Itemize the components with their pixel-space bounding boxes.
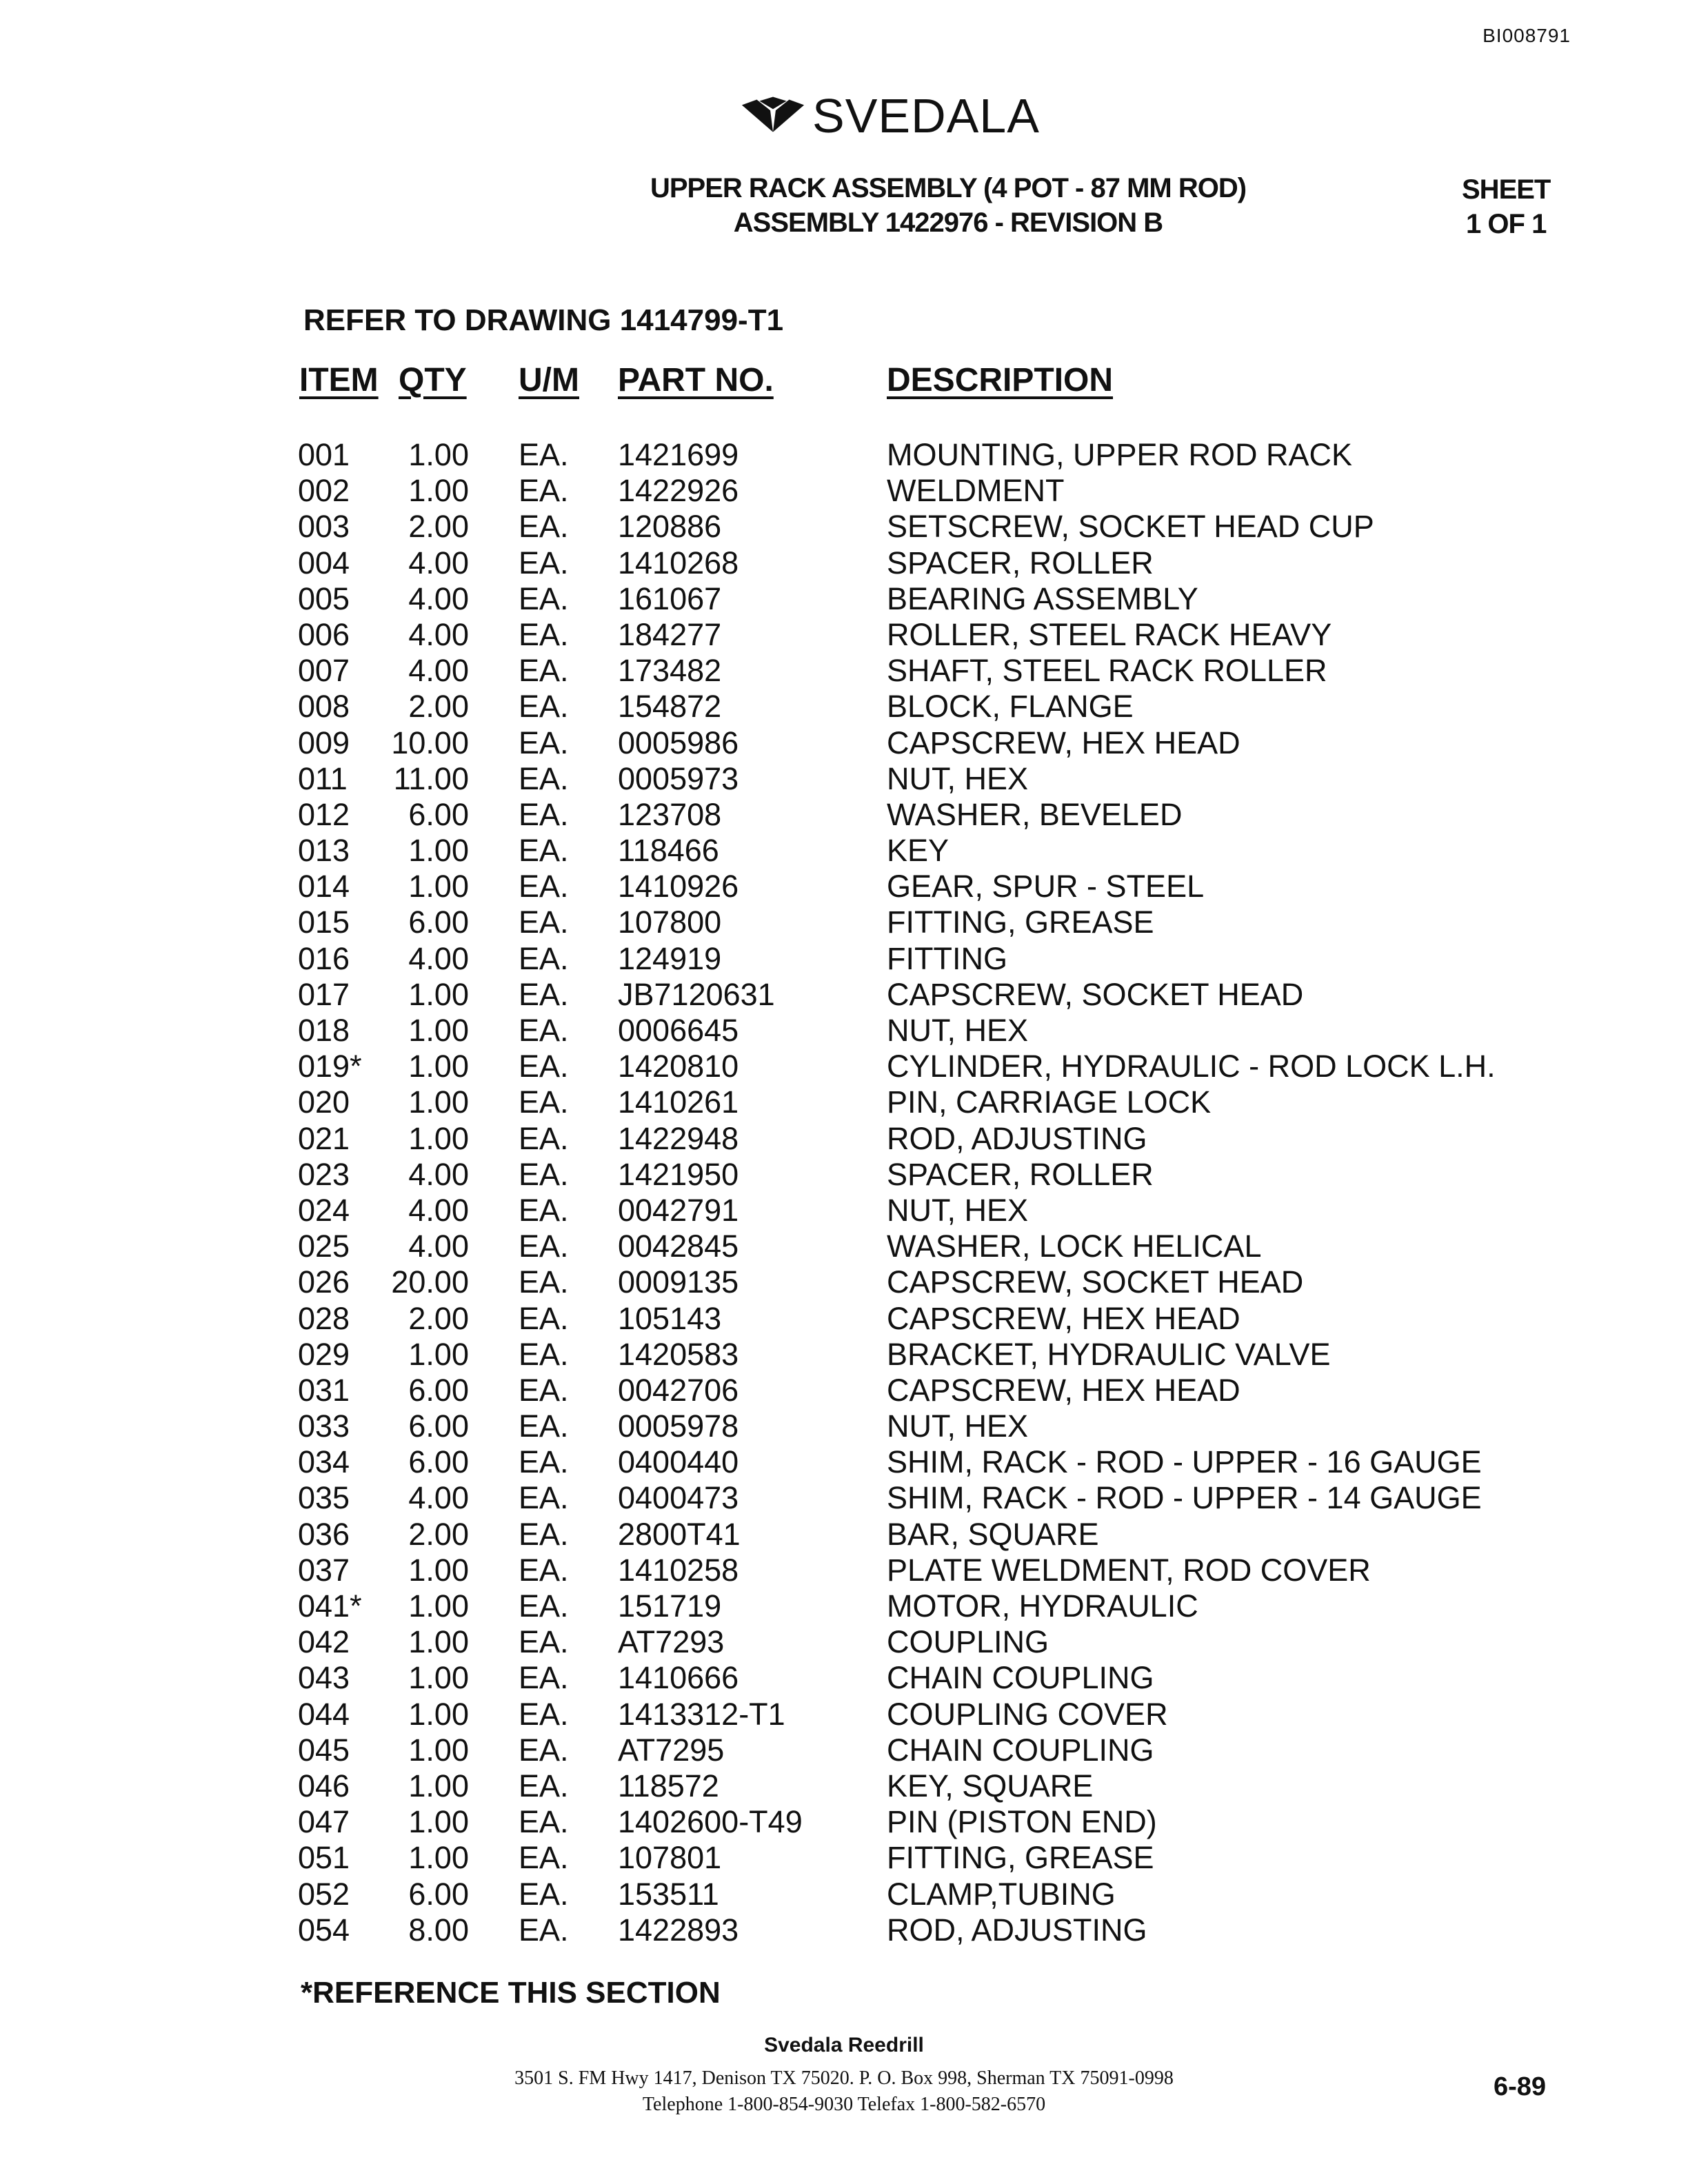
part-number: 1410268 bbox=[618, 545, 739, 580]
quantity: 1.00 bbox=[408, 1696, 469, 1732]
description: SHIM, RACK - ROD - UPPER - 16 GAUGE bbox=[887, 1444, 1482, 1480]
part-number: 1421950 bbox=[618, 1156, 739, 1192]
item-number: 003 bbox=[298, 509, 350, 545]
description: COUPLING bbox=[887, 1624, 1049, 1660]
quantity: 2.00 bbox=[408, 1300, 469, 1336]
item-number: 025 bbox=[298, 1228, 350, 1264]
table-row bbox=[0, 1660, 1688, 1696]
unit-of-measure: EA. bbox=[519, 976, 569, 1012]
part-number: 1420810 bbox=[618, 1049, 739, 1084]
table-row bbox=[0, 1264, 1688, 1300]
table-row bbox=[0, 1517, 1688, 1553]
part-number: 0400440 bbox=[618, 1444, 739, 1480]
part-number: JB7120631 bbox=[618, 976, 775, 1012]
unit-of-measure: EA. bbox=[519, 1912, 569, 1948]
unit-of-measure: EA. bbox=[519, 1840, 569, 1876]
description: FITTING, GREASE bbox=[887, 904, 1154, 940]
item-number: 029 bbox=[298, 1336, 350, 1372]
item-number: 051 bbox=[298, 1840, 350, 1876]
parts-table bbox=[0, 437, 1688, 1948]
table-row bbox=[0, 617, 1688, 653]
description: ROD, ADJUSTING bbox=[887, 1120, 1147, 1156]
table-row bbox=[0, 1840, 1688, 1876]
description: ROLLER, STEEL RACK HEAVY bbox=[887, 616, 1332, 652]
table-row bbox=[0, 1049, 1688, 1084]
unit-of-measure: EA. bbox=[519, 509, 569, 545]
part-number: 153511 bbox=[618, 1876, 719, 1912]
logo-text: SVEDALA bbox=[812, 89, 1040, 143]
company-logo bbox=[739, 88, 1040, 143]
header-item: ITEM bbox=[299, 362, 379, 398]
part-number: 151719 bbox=[618, 1588, 722, 1624]
item-number: 016 bbox=[298, 940, 350, 976]
table-row bbox=[0, 1768, 1688, 1804]
description: BRACKET, HYDRAULIC VALVE bbox=[887, 1336, 1331, 1372]
quantity: 20.00 bbox=[391, 1264, 469, 1300]
item-number: 011 bbox=[298, 760, 348, 796]
description: NUT, HEX bbox=[887, 1192, 1029, 1228]
quantity: 8.00 bbox=[408, 1912, 469, 1948]
page-title bbox=[524, 171, 1372, 240]
unit-of-measure: EA. bbox=[519, 760, 569, 796]
table-row bbox=[0, 653, 1688, 689]
quantity: 4.00 bbox=[408, 580, 469, 616]
item-number: 037 bbox=[298, 1552, 350, 1588]
quantity: 4.00 bbox=[408, 653, 469, 689]
quantity: 1.00 bbox=[408, 1084, 469, 1120]
unit-of-measure: EA. bbox=[519, 1336, 569, 1372]
table-row bbox=[0, 904, 1688, 940]
quantity: 1.00 bbox=[408, 1552, 469, 1588]
description: CLAMP,TUBING bbox=[887, 1876, 1116, 1912]
part-number: 1420583 bbox=[618, 1336, 739, 1372]
description: FITTING bbox=[887, 940, 1007, 976]
unit-of-measure: EA. bbox=[519, 1372, 569, 1408]
sheet-indicator bbox=[1462, 172, 1550, 241]
unit-of-measure: EA. bbox=[519, 1264, 569, 1300]
part-number: 154872 bbox=[618, 689, 722, 725]
table-row bbox=[0, 1157, 1688, 1193]
item-number: 017 bbox=[298, 976, 350, 1012]
table-row bbox=[0, 1228, 1688, 1264]
quantity: 4.00 bbox=[408, 1156, 469, 1192]
description: BLOCK, FLANGE bbox=[887, 689, 1134, 725]
description: CAPSCREW, HEX HEAD bbox=[887, 1300, 1240, 1336]
unit-of-measure: EA. bbox=[519, 833, 569, 869]
description: SPACER, ROLLER bbox=[887, 1156, 1154, 1192]
unit-of-measure: EA. bbox=[519, 1624, 569, 1660]
unit-of-measure: EA. bbox=[519, 1480, 569, 1516]
item-number: 008 bbox=[298, 689, 350, 725]
part-number: 123708 bbox=[618, 796, 722, 832]
table-row bbox=[0, 1877, 1688, 1912]
unit-of-measure: EA. bbox=[519, 1552, 569, 1588]
item-number: 002 bbox=[298, 473, 350, 509]
description: SPACER, ROLLER bbox=[887, 545, 1154, 580]
quantity: 2.00 bbox=[408, 1516, 469, 1552]
unit-of-measure: EA. bbox=[519, 1588, 569, 1624]
unit-of-measure: EA. bbox=[519, 1084, 569, 1120]
part-number: 1402600-T49 bbox=[618, 1804, 803, 1840]
item-number: 035 bbox=[298, 1480, 350, 1516]
part-number: AT7293 bbox=[618, 1624, 725, 1660]
quantity: 1.00 bbox=[408, 437, 469, 472]
unit-of-measure: EA. bbox=[519, 1013, 569, 1048]
quantity: 10.00 bbox=[391, 725, 469, 760]
unit-of-measure: EA. bbox=[519, 545, 569, 580]
table-row bbox=[0, 1301, 1688, 1337]
description: WASHER, BEVELED bbox=[887, 796, 1183, 832]
quantity: 6.00 bbox=[408, 1444, 469, 1480]
item-number: 009 bbox=[298, 725, 350, 760]
quantity: 1.00 bbox=[408, 1804, 469, 1840]
part-number: 0042845 bbox=[618, 1228, 739, 1264]
part-number: 107800 bbox=[618, 904, 722, 940]
part-number: 107801 bbox=[618, 1840, 722, 1876]
item-number: 014 bbox=[298, 869, 350, 904]
table-row bbox=[0, 1732, 1688, 1768]
footer-address-block bbox=[0, 2065, 1688, 2118]
unit-of-measure: EA. bbox=[519, 1516, 569, 1552]
quantity: 4.00 bbox=[408, 1192, 469, 1228]
item-number: 012 bbox=[298, 796, 350, 832]
svedala-diamond-logo-icon bbox=[739, 95, 807, 136]
unit-of-measure: EA. bbox=[519, 1768, 569, 1803]
quantity: 1.00 bbox=[408, 1336, 469, 1372]
item-number: 004 bbox=[298, 545, 350, 580]
item-number: 043 bbox=[298, 1660, 350, 1696]
quantity: 1.00 bbox=[408, 1588, 469, 1624]
unit-of-measure: EA. bbox=[519, 653, 569, 689]
description: NUT, HEX bbox=[887, 1408, 1029, 1444]
quantity: 4.00 bbox=[408, 940, 469, 976]
table-row bbox=[0, 977, 1688, 1013]
description: PIN (PISTON END) bbox=[887, 1804, 1157, 1840]
part-number: 0042706 bbox=[618, 1372, 739, 1408]
item-number: 007 bbox=[298, 653, 350, 689]
unit-of-measure: EA. bbox=[519, 1120, 569, 1156]
description: FITTING, GREASE bbox=[887, 1840, 1154, 1876]
item-number: 036 bbox=[298, 1516, 350, 1552]
item-number: 046 bbox=[298, 1768, 350, 1803]
unit-of-measure: EA. bbox=[519, 1876, 569, 1912]
description: CAPSCREW, HEX HEAD bbox=[887, 725, 1240, 760]
quantity: 1.00 bbox=[408, 1120, 469, 1156]
quantity: 1.00 bbox=[408, 833, 469, 869]
quantity: 6.00 bbox=[408, 796, 469, 832]
table-row bbox=[0, 761, 1688, 797]
quantity: 1.00 bbox=[408, 1840, 469, 1876]
table-row bbox=[0, 1588, 1688, 1624]
unit-of-measure: EA. bbox=[519, 1049, 569, 1084]
description: CAPSCREW, HEX HEAD bbox=[887, 1372, 1240, 1408]
table-row bbox=[0, 473, 1688, 509]
header-qty: QTY bbox=[399, 362, 467, 398]
description: CAPSCREW, SOCKET HEAD bbox=[887, 1264, 1304, 1300]
unit-of-measure: EA. bbox=[519, 1300, 569, 1336]
unit-of-measure: EA. bbox=[519, 1156, 569, 1192]
item-number: 001 bbox=[298, 437, 350, 472]
part-number: 0005973 bbox=[618, 760, 739, 796]
part-number: 184277 bbox=[618, 616, 722, 652]
description: WELDMENT bbox=[887, 473, 1065, 509]
part-number: 1422948 bbox=[618, 1120, 739, 1156]
unit-of-measure: EA. bbox=[519, 1408, 569, 1444]
item-number: 015 bbox=[298, 904, 350, 940]
table-row bbox=[0, 797, 1688, 833]
description: PLATE WELDMENT, ROD COVER bbox=[887, 1552, 1371, 1588]
description: BAR, SQUARE bbox=[887, 1516, 1099, 1552]
quantity: 1.00 bbox=[408, 1049, 469, 1084]
item-number: 028 bbox=[298, 1300, 350, 1336]
quantity: 6.00 bbox=[408, 1408, 469, 1444]
description: KEY bbox=[887, 833, 950, 869]
unit-of-measure: EA. bbox=[519, 689, 569, 725]
table-row bbox=[0, 1697, 1688, 1732]
description: PIN, CARRIAGE LOCK bbox=[887, 1084, 1212, 1120]
table-row bbox=[0, 1373, 1688, 1408]
footer-address: 3501 S. FM Hwy 1417, Denison TX 75020. P. O. Box 998, Sherman TX 75091-0998 bbox=[514, 2067, 1174, 2089]
quantity: 6.00 bbox=[408, 904, 469, 940]
item-number: 044 bbox=[298, 1696, 350, 1732]
part-number: 2800T41 bbox=[618, 1516, 741, 1552]
part-number: 118466 bbox=[618, 833, 719, 869]
part-number: 124919 bbox=[618, 940, 722, 976]
description: COUPLING COVER bbox=[887, 1696, 1168, 1732]
item-number: 034 bbox=[298, 1444, 350, 1480]
description: CHAIN COUPLING bbox=[887, 1732, 1154, 1768]
unit-of-measure: EA. bbox=[519, 1696, 569, 1732]
unit-of-measure: EA. bbox=[519, 940, 569, 976]
item-number: 052 bbox=[298, 1876, 350, 1912]
table-row bbox=[0, 1553, 1688, 1588]
footer-phone: Telephone 1-800-854-9030 Telefax 1-800-582-6570 bbox=[642, 2094, 1046, 2115]
item-number: 005 bbox=[298, 580, 350, 616]
part-number: 1421699 bbox=[618, 437, 739, 472]
table-row bbox=[0, 941, 1688, 977]
quantity: 2.00 bbox=[408, 689, 469, 725]
item-number: 013 bbox=[298, 833, 350, 869]
part-number: 0009135 bbox=[618, 1264, 739, 1300]
title-line-1: UPPER RACK ASSEMBLY (4 POT - 87 MM ROD) bbox=[650, 173, 1247, 203]
item-number: 020 bbox=[298, 1084, 350, 1120]
sheet-label: SHEET bbox=[1462, 174, 1551, 205]
description: CHAIN COUPLING bbox=[887, 1660, 1154, 1696]
item-number: 031 bbox=[298, 1372, 350, 1408]
quantity: 11.00 bbox=[393, 760, 469, 796]
item-number: 023 bbox=[298, 1156, 350, 1192]
item-number: 045 bbox=[298, 1732, 350, 1768]
description: ROD, ADJUSTING bbox=[887, 1912, 1147, 1948]
description: MOUNTING, UPPER ROD RACK bbox=[887, 437, 1353, 472]
part-number: 1422893 bbox=[618, 1912, 739, 1948]
unit-of-measure: EA. bbox=[519, 1192, 569, 1228]
table-row bbox=[0, 1912, 1688, 1948]
unit-of-measure: EA. bbox=[519, 1804, 569, 1840]
description: WASHER, LOCK HELICAL bbox=[887, 1228, 1262, 1264]
part-number: 161067 bbox=[618, 580, 722, 616]
quantity: 1.00 bbox=[408, 869, 469, 904]
reference-note: *REFERENCE THIS SECTION bbox=[301, 1976, 721, 2010]
quantity: 2.00 bbox=[408, 509, 469, 545]
part-number: 1422926 bbox=[618, 473, 739, 509]
document-id: BI008791 bbox=[1483, 25, 1571, 46]
table-row bbox=[0, 1624, 1688, 1660]
page-number: 6-89 bbox=[1494, 2072, 1547, 2101]
header-um: U/M bbox=[519, 362, 579, 398]
quantity: 1.00 bbox=[408, 1768, 469, 1803]
table-header bbox=[0, 361, 1688, 405]
item-number: 054 bbox=[298, 1912, 350, 1948]
quantity: 1.00 bbox=[408, 1660, 469, 1696]
part-number: 1410666 bbox=[618, 1660, 739, 1696]
table-row bbox=[0, 833, 1688, 869]
item-number: 018 bbox=[298, 1013, 350, 1048]
description: NUT, HEX bbox=[887, 1013, 1029, 1048]
table-row bbox=[0, 689, 1688, 725]
item-number: 019* bbox=[298, 1049, 362, 1084]
unit-of-measure: EA. bbox=[519, 437, 569, 472]
quantity: 1.00 bbox=[408, 976, 469, 1012]
table-row bbox=[0, 581, 1688, 617]
table-row bbox=[0, 1013, 1688, 1049]
item-number: 041* bbox=[298, 1588, 362, 1624]
unit-of-measure: EA. bbox=[519, 904, 569, 940]
table-row bbox=[0, 545, 1688, 581]
table-row bbox=[0, 869, 1688, 904]
table-row bbox=[0, 1408, 1688, 1444]
item-number: 026 bbox=[298, 1264, 350, 1300]
item-number: 021 bbox=[298, 1120, 350, 1156]
part-number: 105143 bbox=[618, 1300, 722, 1336]
part-number: 120886 bbox=[618, 509, 722, 545]
table-row bbox=[0, 1444, 1688, 1480]
table-row bbox=[0, 509, 1688, 545]
quantity: 1.00 bbox=[408, 473, 469, 509]
unit-of-measure: EA. bbox=[519, 1732, 569, 1768]
unit-of-measure: EA. bbox=[519, 473, 569, 509]
table-row bbox=[0, 725, 1688, 761]
unit-of-measure: EA. bbox=[519, 869, 569, 904]
table-row bbox=[0, 1084, 1688, 1120]
quantity: 4.00 bbox=[408, 1228, 469, 1264]
unit-of-measure: EA. bbox=[519, 1660, 569, 1696]
title-line-2: ASSEMBLY 1422976 - REVISION B bbox=[733, 208, 1163, 238]
part-number: 0400473 bbox=[618, 1480, 739, 1516]
unit-of-measure: EA. bbox=[519, 580, 569, 616]
part-number: 1410926 bbox=[618, 869, 739, 904]
description: SETSCREW, SOCKET HEAD CUP bbox=[887, 509, 1374, 545]
sheet-value: 1 OF 1 bbox=[1466, 209, 1547, 239]
table-row bbox=[0, 437, 1688, 473]
header-description: DESCRIPTION bbox=[887, 362, 1114, 398]
quantity: 4.00 bbox=[408, 1480, 469, 1516]
part-number: 118572 bbox=[618, 1768, 719, 1803]
unit-of-measure: EA. bbox=[519, 725, 569, 760]
part-number: AT7295 bbox=[618, 1732, 725, 1768]
quantity: 4.00 bbox=[408, 616, 469, 652]
unit-of-measure: EA. bbox=[519, 1228, 569, 1264]
description: KEY, SQUARE bbox=[887, 1768, 1094, 1803]
quantity: 1.00 bbox=[408, 1732, 469, 1768]
unit-of-measure: EA. bbox=[519, 616, 569, 652]
item-number: 006 bbox=[298, 616, 350, 652]
part-number: 1410258 bbox=[618, 1552, 739, 1588]
description: SHIM, RACK - ROD - UPPER - 14 GAUGE bbox=[887, 1480, 1482, 1516]
quantity: 1.00 bbox=[408, 1624, 469, 1660]
quantity: 6.00 bbox=[408, 1372, 469, 1408]
item-number: 042 bbox=[298, 1624, 350, 1660]
quantity: 1.00 bbox=[408, 1013, 469, 1048]
description: BEARING ASSEMBLY bbox=[887, 580, 1198, 616]
quantity: 4.00 bbox=[408, 545, 469, 580]
part-number: 0042791 bbox=[618, 1192, 739, 1228]
description: GEAR, SPUR - STEEL bbox=[887, 869, 1205, 904]
unit-of-measure: EA. bbox=[519, 1444, 569, 1480]
part-number: 0005978 bbox=[618, 1408, 739, 1444]
quantity: 6.00 bbox=[408, 1876, 469, 1912]
description: NUT, HEX bbox=[887, 760, 1029, 796]
item-number: 024 bbox=[298, 1192, 350, 1228]
description: CYLINDER, HYDRAULIC - ROD LOCK L.H. bbox=[887, 1049, 1496, 1084]
table-row bbox=[0, 1121, 1688, 1157]
part-number: 0006645 bbox=[618, 1013, 739, 1048]
table-row bbox=[0, 1804, 1688, 1840]
item-number: 047 bbox=[298, 1804, 350, 1840]
footer-company: Svedala Reedrill bbox=[764, 2034, 924, 2056]
drawing-reference: REFER TO DRAWING 1414799-T1 bbox=[303, 303, 784, 337]
header-part-no: PART NO. bbox=[618, 362, 774, 398]
table-row bbox=[0, 1337, 1688, 1373]
table-row bbox=[0, 1193, 1688, 1228]
part-number: 1410261 bbox=[618, 1084, 739, 1120]
part-number: 1413312-T1 bbox=[618, 1696, 785, 1732]
description: SHAFT, STEEL RACK ROLLER bbox=[887, 653, 1327, 689]
description: CAPSCREW, SOCKET HEAD bbox=[887, 976, 1304, 1012]
part-number: 0005986 bbox=[618, 725, 739, 760]
description: MOTOR, HYDRAULIC bbox=[887, 1588, 1198, 1624]
item-number: 033 bbox=[298, 1408, 350, 1444]
part-number: 173482 bbox=[618, 653, 722, 689]
table-row bbox=[0, 1480, 1688, 1516]
unit-of-measure: EA. bbox=[519, 796, 569, 832]
